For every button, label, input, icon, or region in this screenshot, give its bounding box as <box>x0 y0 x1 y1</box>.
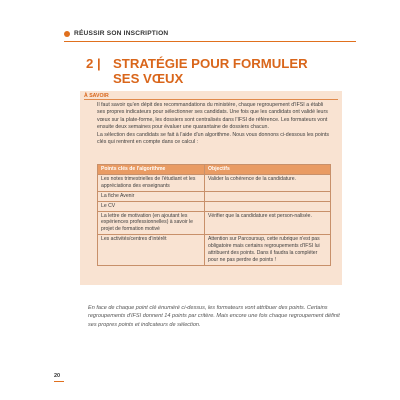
table-cell: Valider la cohérence de la candidature. <box>205 174 331 191</box>
info-box-rule <box>84 99 338 100</box>
title-line-1 <box>86 57 308 72</box>
table-header-cell: Points clés de l'algorithme <box>98 165 205 175</box>
info-box-text <box>97 102 331 146</box>
table-header-cell: Objectifs <box>205 165 331 175</box>
table-header-row <box>98 165 331 175</box>
page-number: 20 <box>54 373 61 379</box>
criteria-table <box>97 164 331 266</box>
header-rule <box>64 41 356 42</box>
table-row <box>98 211 331 235</box>
section-label: RÉUSSIR SON INSCRIPTION <box>74 30 169 37</box>
table-cell <box>205 191 331 201</box>
table-cell: La lettre de motivation (en ajoutant les expériences professionnelles) à savoir le projet de formation motivé <box>98 211 205 235</box>
table-row <box>98 191 331 201</box>
title-number: 2 | <box>86 56 101 71</box>
info-box-label: À SAVOIR <box>84 93 109 99</box>
body-paragraph: En face de chaque point clé énuméré ci-dessus, les formateurs vont attribuer des points. Certains regroupements d'IFSI donnent 14 points par critère. Mais encore une fois chaque regroupement définit ses propres points et indicateurs de sélection. <box>88 305 340 328</box>
table-row <box>98 201 331 211</box>
section-header <box>64 30 168 37</box>
table-row <box>98 235 331 266</box>
info-paragraph: Il faut savoir qu'en dépit des recommandations du ministère, chaque regroupement d'IFSI a établi ses propres indicateurs pour sélectionner ses candidats. Une fois que les candidats ont validé leurs vœux sur la plate-forme, les dossiers sont centralisés dans l'IFSI de référence. Les formateurs vont ensuite deux semaines pour évaluer une quarantaine de dossiers chacun. <box>97 102 328 131</box>
table-cell: La fiche Avenir <box>98 191 205 201</box>
table-cell: Le CV <box>98 201 205 211</box>
title-text-2: SES VŒUX <box>113 70 184 86</box>
table-cell: Attention sur Parcoursup, cette rubrique n'est pas obligatoire mais certains regroupements d'IFSI lui attribuent des points. Dans il faudra la compléter pour ne pas perdre de points ! <box>205 235 331 266</box>
page-number-rule <box>54 381 64 382</box>
table-cell: Les activités/centres d'intérêt <box>98 235 205 266</box>
bullet-dot-icon <box>64 31 70 37</box>
info-paragraph: La sélection des candidats se fait à l'aide d'un algorithme. Nous vous donnons ci-dessous les points clés qui rentrent en compte dans ce calcul : <box>97 131 329 146</box>
table-cell: Vérifier que la candidature est person-nalisée. <box>205 211 331 235</box>
table-row <box>98 174 331 191</box>
table-cell: Les notes trimestrielles de l'étudiant et les appréciations des enseignants <box>98 174 205 191</box>
chapter-title <box>86 57 308 86</box>
title-text-1: STRATÉGIE POUR FORMULER <box>113 56 308 71</box>
table-cell <box>205 201 331 211</box>
